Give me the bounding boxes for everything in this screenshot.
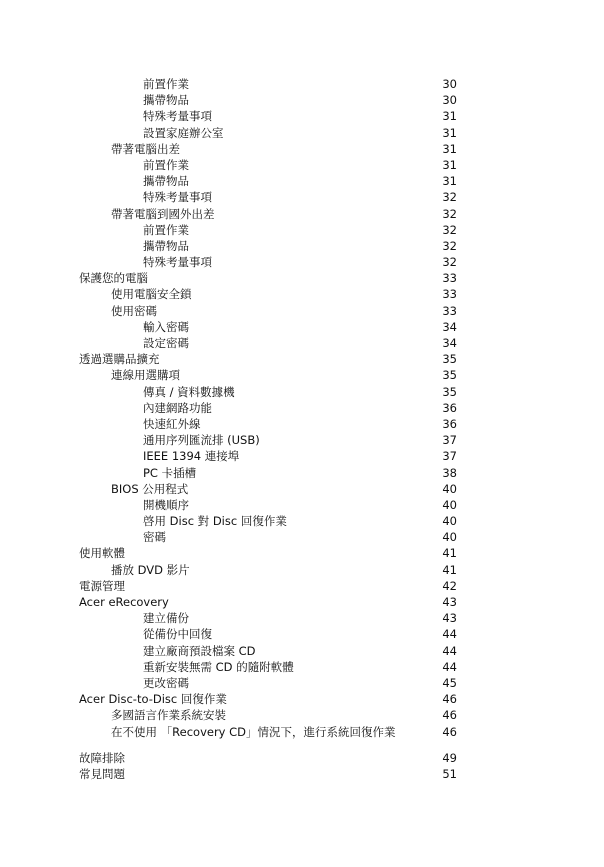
- toc-entry-page: 51: [442, 766, 457, 781]
- toc-entry-title: 攜帶物品: [143, 238, 189, 253]
- toc-entry[interactable]: [0, 497, 604, 513]
- toc-entry-title: Acer eRecovery: [79, 595, 169, 609]
- toc-entry[interactable]: [0, 766, 604, 782]
- toc-entry[interactable]: [0, 465, 604, 481]
- toc-entry-page: 33: [442, 271, 457, 286]
- toc-entry[interactable]: [0, 675, 604, 691]
- toc-entry-page: 35: [442, 352, 457, 367]
- toc-entry[interactable]: [0, 367, 604, 383]
- toc-entry-page: 32: [442, 222, 457, 237]
- toc-entry-title: 故障排除: [79, 750, 125, 765]
- toc-entry[interactable]: [0, 351, 604, 367]
- toc-entry-title: 常見問題: [79, 766, 125, 781]
- toc-entry[interactable]: [0, 513, 604, 529]
- toc-entry[interactable]: [0, 206, 604, 222]
- toc-entry-page: 31: [442, 157, 457, 172]
- toc-entry-page: 44: [442, 643, 457, 658]
- toc-entry-title: BIOS 公用程式: [111, 481, 189, 496]
- toc-entry-title: 前置作業: [143, 77, 189, 91]
- toc-entry-title: 開機順序: [143, 497, 189, 512]
- toc-entry[interactable]: [0, 92, 604, 108]
- toc-entry-page: 40: [442, 530, 457, 545]
- toc-entry[interactable]: [0, 189, 604, 205]
- toc-entry[interactable]: [0, 432, 604, 448]
- toc-entry[interactable]: [0, 400, 604, 416]
- toc-entry-page: 34: [442, 319, 457, 334]
- toc-entry-page: 32: [442, 190, 457, 205]
- toc-entry-title: 建立廠商預設檔案 CD: [143, 643, 256, 658]
- toc-entry[interactable]: [0, 157, 604, 173]
- toc-entry-page: 33: [442, 287, 457, 302]
- toc-entry[interactable]: [0, 691, 604, 707]
- toc-entry-page: 36: [442, 400, 457, 415]
- toc-entry-page: 40: [442, 481, 457, 496]
- toc-entry-title: 密碼: [143, 530, 166, 545]
- toc-entry-page: 46: [442, 724, 457, 739]
- toc-entry-page: 40: [442, 497, 457, 512]
- toc-entry[interactable]: [0, 626, 604, 642]
- toc-entry[interactable]: [0, 108, 604, 124]
- toc-entry-page: 36: [442, 416, 457, 431]
- toc-entry-page: 49: [442, 750, 457, 765]
- toc-entry-page: 46: [442, 708, 457, 723]
- toc-entry-page: 30: [442, 93, 457, 108]
- toc-entry[interactable]: [0, 610, 604, 626]
- toc-entry[interactable]: [0, 562, 604, 578]
- toc-entry-title: 電源管理: [79, 578, 125, 593]
- toc-entry-page: 43: [442, 595, 457, 609]
- toc-entry-page: 32: [442, 206, 457, 221]
- toc-entry-page: 45: [442, 675, 457, 690]
- toc-entry-title: 特殊考量事項: [143, 190, 212, 205]
- toc-entry[interactable]: [0, 222, 604, 238]
- toc-entry-title: 保護您的電腦: [79, 271, 148, 286]
- toc-entry-title: 傳真 / 資料數據機: [143, 384, 235, 399]
- toc-entry[interactable]: [0, 578, 604, 594]
- toc-entry-page: 44: [442, 627, 457, 642]
- toc-entry-title: 連線用選購項: [111, 368, 180, 383]
- toc-entry[interactable]: [0, 384, 604, 400]
- toc-entry[interactable]: [0, 141, 604, 157]
- toc-entry-title: 透過選購品擴充: [79, 352, 160, 367]
- toc-entry-page: 33: [442, 303, 457, 318]
- toc-entry-page: 32: [442, 238, 457, 253]
- toc-entry-page: 31: [442, 174, 457, 189]
- toc-entry-title: 設置家庭辦公室: [143, 125, 224, 140]
- toc-entry-title: 特殊考量事項: [143, 255, 212, 270]
- toc-entry-title: IEEE 1394 連接埠: [143, 449, 240, 464]
- toc-entry-page: 31: [442, 141, 457, 156]
- toc-entry-page: 42: [442, 578, 457, 593]
- toc-entry-page: 43: [442, 611, 457, 626]
- toc-entry-title: 在不使用 「Recovery CD」情況下，進行系統回復作業: [111, 724, 396, 739]
- toc-entry-title: 前置作業: [143, 157, 189, 172]
- toc-entry-title: Acer Disc-to-Disc 回復作業: [79, 692, 227, 707]
- toc-entry[interactable]: [0, 125, 604, 141]
- toc-entry-page: 46: [442, 692, 457, 707]
- toc-entry-title: 攜帶物品: [143, 93, 189, 108]
- toc-entry[interactable]: [0, 750, 604, 766]
- toc-entry[interactable]: [0, 238, 604, 254]
- toc-entry[interactable]: [0, 594, 604, 610]
- toc-entry-title: 播放 DVD 影片: [111, 562, 190, 577]
- toc-entry-page: 41: [442, 562, 457, 577]
- toc-entry[interactable]: [0, 448, 604, 464]
- toc-entry[interactable]: [0, 254, 604, 270]
- table-of-contents: [0, 76, 604, 782]
- toc-entry-page: 32: [442, 255, 457, 270]
- toc-entry-page: 37: [442, 433, 457, 448]
- toc-entry[interactable]: [0, 416, 604, 432]
- toc-entry[interactable]: [0, 724, 604, 740]
- toc-entry-title: 使用密碼: [111, 303, 157, 318]
- toc-entry[interactable]: [0, 707, 604, 723]
- toc-entry-title: 重新安裝無需 CD 的隨附軟體: [143, 659, 294, 674]
- toc-entry[interactable]: [0, 270, 604, 286]
- toc-entry-page: 35: [442, 384, 457, 399]
- toc-entry[interactable]: [0, 335, 604, 351]
- toc-entry-title: 使用電腦安全鎖: [111, 287, 192, 302]
- toc-entry-title: 特殊考量事項: [143, 109, 212, 124]
- toc-entry-title: 帶著電腦出差: [111, 141, 180, 156]
- toc-entry-page: 41: [442, 546, 457, 561]
- toc-entry-page: 34: [442, 336, 457, 350]
- toc-entry[interactable]: [0, 173, 604, 189]
- toc-entry-title: 更改密碼: [143, 675, 189, 690]
- toc-entry-title: 輸入密碼: [143, 319, 189, 334]
- toc-entry-title: 設定密碼: [143, 336, 189, 350]
- toc-entry[interactable]: [0, 659, 604, 675]
- toc-entry-title: 多國語言作業系統安裝: [111, 708, 226, 723]
- toc-entry-title: 前置作業: [143, 222, 189, 237]
- toc-entry[interactable]: [0, 303, 604, 319]
- toc-entry-title: 建立備份: [143, 611, 189, 626]
- toc-entry[interactable]: [0, 286, 604, 302]
- toc-entry-page: 35: [442, 368, 457, 383]
- toc-entry-page: 37: [442, 449, 457, 464]
- toc-entry-title: PC 卡插槽: [143, 465, 197, 480]
- toc-entry[interactable]: [0, 643, 604, 659]
- toc-entry[interactable]: [0, 481, 604, 497]
- toc-entry-title: 使用軟體: [79, 546, 125, 561]
- toc-entry-page: 31: [442, 109, 457, 124]
- toc-entry-page: 31: [442, 125, 457, 140]
- toc-entry[interactable]: [0, 545, 604, 561]
- toc-entry-title: 通用序列匯流排 (USB): [143, 433, 260, 448]
- toc-entry-title: 啓用 Disc 對 Disc 回復作業: [143, 514, 287, 529]
- toc-entry-title: 帶著電腦到國外出差: [111, 206, 215, 221]
- toc-entry-page: 40: [442, 514, 457, 529]
- toc-entry-title: 內建網路功能: [143, 400, 212, 415]
- toc-entry-page: 30: [442, 77, 457, 91]
- toc-entry[interactable]: [0, 319, 604, 335]
- toc-entry-page: 44: [442, 659, 457, 674]
- toc-entry[interactable]: [0, 529, 604, 545]
- toc-entry-title: 攜帶物品: [143, 174, 189, 189]
- toc-entry-title: 從備份中回復: [143, 627, 212, 642]
- toc-entry-title: 快速紅外線: [143, 416, 201, 431]
- toc-entry[interactable]: [0, 76, 604, 92]
- toc-entry-page: 38: [442, 465, 457, 480]
